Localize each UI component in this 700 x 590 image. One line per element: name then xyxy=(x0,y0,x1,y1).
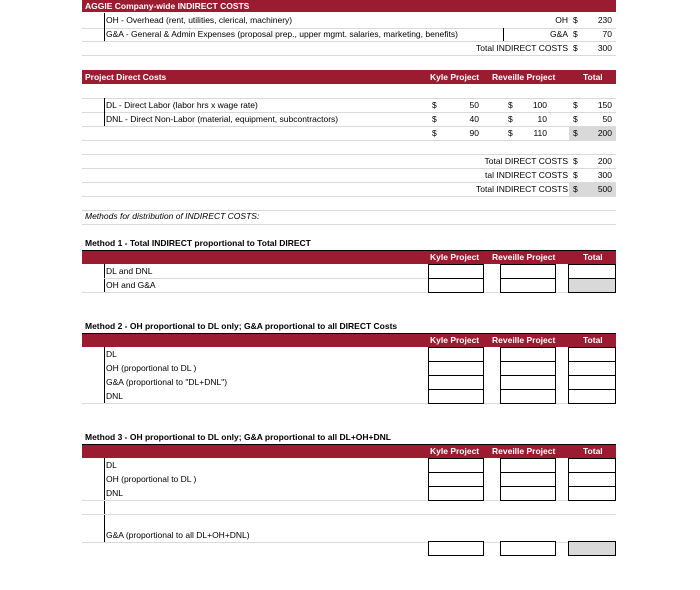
oh-cur: $ xyxy=(573,15,578,25)
method2-kyle-cell-2[interactable] xyxy=(428,361,484,376)
method1-title: Method 1 - Total INDIRECT proportional to Total DIRECT xyxy=(85,238,311,248)
sum-rev-cur: $ xyxy=(508,128,513,138)
method3-rev-cell-2[interactable] xyxy=(500,472,556,487)
method1-kyle-cell-2[interactable] xyxy=(428,278,484,293)
method2-row-oh: OH (proportional to DL ) xyxy=(106,363,197,373)
dnl-kyle: 40 xyxy=(469,114,479,124)
ga-cur: $ xyxy=(573,29,578,39)
method3-total-cell-ga[interactable] xyxy=(568,541,616,556)
method2-rev-cell-2[interactable] xyxy=(500,361,556,376)
dnl-desc: DNL - Direct Non-Labor (material, equipment, subcontractors) xyxy=(106,114,339,124)
oh-desc: OH - Overhead (rent, utilities, clerical, machinery) xyxy=(106,15,293,25)
method1-rev-cell-1[interactable] xyxy=(500,264,556,279)
indirect-total-cur: $ xyxy=(573,43,578,53)
method3-row-dl: DL xyxy=(106,460,117,470)
summary-indirect-cur: $ xyxy=(573,170,578,180)
method2-total-cell-2[interactable] xyxy=(568,361,616,376)
method2-rev-cell-3[interactable] xyxy=(500,375,556,390)
dl-total: 150 xyxy=(597,100,612,110)
method3-kyle-cell-2[interactable] xyxy=(428,472,484,487)
method2-row-dnl: DNL xyxy=(106,391,124,401)
dnl-total-cur: $ xyxy=(573,114,578,124)
method2-total-cell-4[interactable] xyxy=(568,389,616,404)
method3-rev-cell-3[interactable] xyxy=(500,486,556,501)
method3-kyle-cell-ga[interactable] xyxy=(428,541,484,556)
dnl-rev: 10 xyxy=(537,114,547,124)
oh-val: 230 xyxy=(597,15,612,25)
method2-col-total: Total xyxy=(583,335,603,345)
method3-kyle-cell-3[interactable] xyxy=(428,486,484,501)
method3-kyle-cell-1[interactable] xyxy=(428,458,484,473)
method3-total-cell-1[interactable] xyxy=(568,458,616,473)
ga-code: G&A xyxy=(550,29,568,39)
method1-col-reveille: Reveille Project xyxy=(492,252,556,262)
method2-row-ga: G&A (proportional to "DL+DNL") xyxy=(106,377,228,387)
indirect-total-val: 300 xyxy=(597,43,612,53)
dnl-kyle-cur: $ xyxy=(432,114,437,124)
method2-kyle-cell-3[interactable] xyxy=(428,375,484,390)
method2-col-reveille: Reveille Project xyxy=(492,335,556,345)
summary-direct-val: 200 xyxy=(597,156,612,166)
dnl-rev-cur: $ xyxy=(508,114,513,124)
sum-total: 200 xyxy=(597,128,612,138)
method3-total-cell-2[interactable] xyxy=(568,472,616,487)
method3-col-total: Total xyxy=(583,446,603,456)
oh-code: OH xyxy=(555,15,568,25)
dl-kyle-cur: $ xyxy=(432,100,437,110)
method2-kyle-cell-1[interactable] xyxy=(428,347,484,362)
ga-val: 70 xyxy=(602,29,612,39)
summary-total-val: 500 xyxy=(597,184,612,194)
method2-rev-cell-1[interactable] xyxy=(500,347,556,362)
dl-desc: DL - Direct Labor (labor hrs x wage rate) xyxy=(106,100,258,110)
direct-col-reveille: Reveille Project xyxy=(492,72,556,82)
method2-col-kyle: Kyle Project xyxy=(430,335,480,345)
summary-total-cur: $ xyxy=(573,184,578,194)
method3-row-dnl: DNL xyxy=(106,488,124,498)
dl-total-cur: $ xyxy=(573,100,578,110)
method2-rev-cell-4[interactable] xyxy=(500,389,556,404)
method1-col-total: Total xyxy=(583,252,603,262)
method1-row-oh-ga: OH and G&A xyxy=(106,280,156,290)
summary-direct-label: Total DIRECT COSTS xyxy=(484,156,568,166)
method2-total-cell-1[interactable] xyxy=(568,347,616,362)
direct-title: Project Direct Costs xyxy=(85,72,167,82)
method3-title: Method 3 - OH proportional to DL only; G&A proportional to all DL+OH+DNL xyxy=(85,432,391,442)
dnl-total: 50 xyxy=(602,114,612,124)
direct-col-kyle: Kyle Project xyxy=(430,72,480,82)
method2-kyle-cell-4[interactable] xyxy=(428,389,484,404)
method3-row-ga: G&A (proportional to all DL+OH+DNL) xyxy=(106,530,250,540)
method3-total-cell-3[interactable] xyxy=(568,486,616,501)
method1-kyle-cell-1[interactable] xyxy=(428,264,484,279)
sum-kyle: 90 xyxy=(469,128,479,138)
method3-col-kyle: Kyle Project xyxy=(430,446,480,456)
sum-total-cur: $ xyxy=(573,128,578,138)
sum-rev: 110 xyxy=(533,128,547,138)
method2-title: Method 2 - OH proportional to DL only; G&A proportional to all DIRECT Costs xyxy=(85,321,398,331)
method1-total-cell-2[interactable] xyxy=(568,278,616,293)
method3-row-oh: OH (proportional to DL ) xyxy=(106,474,197,484)
direct-col-total: Total xyxy=(583,72,603,82)
method1-rev-cell-2[interactable] xyxy=(500,278,556,293)
method1-row-dl-dnl: DL and DNL xyxy=(106,266,153,276)
methods-heading: Methods for distribution of INDIRECT COSTS: xyxy=(85,211,260,221)
method3-col-reveille: Reveille Project xyxy=(492,446,556,456)
dl-kyle: 50 xyxy=(469,100,479,110)
summary-direct-cur: $ xyxy=(573,156,578,166)
method2-total-cell-3[interactable] xyxy=(568,375,616,390)
ga-desc: G&A - General & Admin Expenses (proposal prep., upper mgmt. salaries, marketing, benefits) xyxy=(106,29,458,39)
indirect-title: AGGIE Company-wide INDIRECT COSTS xyxy=(85,1,250,11)
summary-indirect-label: tal INDIRECT COSTS xyxy=(485,170,568,180)
method2-row-dl: DL xyxy=(106,349,117,359)
summary-indirect-val: 300 xyxy=(597,170,612,180)
method3-rev-cell-ga[interactable] xyxy=(500,541,556,556)
indirect-total-label: Total INDIRECT COSTS xyxy=(476,43,568,53)
sum-kyle-cur: $ xyxy=(432,128,437,138)
summary-total-label: Total INDIRECT COSTS xyxy=(476,184,568,194)
method1-total-cell-1[interactable] xyxy=(568,264,616,279)
method3-rev-cell-1[interactable] xyxy=(500,458,556,473)
dl-rev: 100 xyxy=(532,100,547,110)
method1-col-kyle: Kyle Project xyxy=(430,252,480,262)
dl-rev-cur: $ xyxy=(508,100,513,110)
